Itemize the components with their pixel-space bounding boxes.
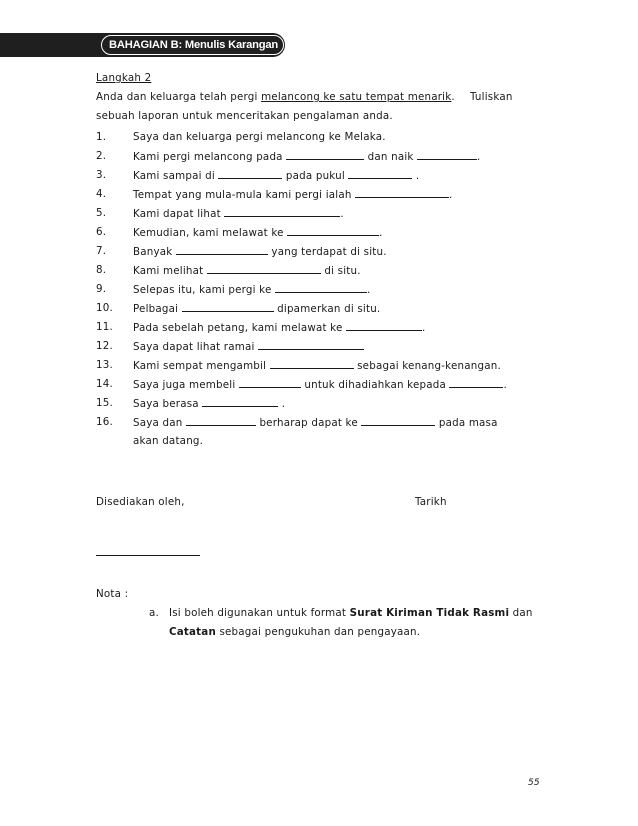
- section-title: BAHAGIAN B: Menulis Karangan: [109, 39, 279, 51]
- answer-blank[interactable]: [417, 150, 477, 160]
- answer-blank[interactable]: [224, 207, 340, 217]
- answer-blank[interactable]: [218, 169, 282, 179]
- signature-line[interactable]: [96, 555, 200, 556]
- nota-label: Nota :: [96, 588, 129, 600]
- intro-line-1: Anda dan keluarga telah pergi melancong ke satu tempat menarik.: [96, 91, 455, 103]
- answer-blank[interactable]: [346, 321, 422, 331]
- answer-blank[interactable]: [258, 340, 364, 350]
- answer-blank[interactable]: [270, 359, 354, 369]
- answer-blank[interactable]: [361, 416, 435, 426]
- answer-blank[interactable]: [186, 416, 256, 426]
- intro-tuliskan: Tuliskan: [470, 91, 513, 103]
- date-label: Tarikh: [415, 496, 447, 508]
- nota-bold-format: Surat Kiriman Tidak Rasmi: [349, 607, 510, 619]
- page-number: 55: [528, 778, 540, 788]
- answer-blank[interactable]: [348, 169, 412, 179]
- answer-blank[interactable]: [202, 397, 278, 407]
- answer-blank[interactable]: [207, 264, 321, 274]
- answer-blank[interactable]: [176, 245, 268, 255]
- nota-marker: a.: [149, 607, 159, 619]
- intro-underlined: melancong ke satu tempat menarik: [261, 91, 452, 103]
- nota-line-2: Catatan sebagai pengukuhan dan pengayaan.: [169, 626, 421, 638]
- nota-line-1: Isi boleh digunakan untuk format Surat Kiriman Tidak Rasmi dan: [169, 607, 533, 619]
- answer-blank[interactable]: [275, 283, 367, 293]
- step-label: Langkah 2: [96, 72, 152, 84]
- intro-line-2: sebuah laporan untuk menceritakan pengalaman anda.: [96, 110, 393, 122]
- answer-blank[interactable]: [286, 150, 364, 160]
- answer-blank[interactable]: [449, 378, 503, 388]
- answer-blank[interactable]: [239, 378, 301, 388]
- nota-bold-catatan: Catatan: [169, 626, 216, 638]
- answer-blank[interactable]: [287, 226, 379, 236]
- section-header: [0, 33, 285, 57]
- answer-blank[interactable]: [182, 302, 274, 312]
- prepared-by-label: Disediakan oleh,: [96, 496, 185, 508]
- answer-blank[interactable]: [355, 188, 449, 198]
